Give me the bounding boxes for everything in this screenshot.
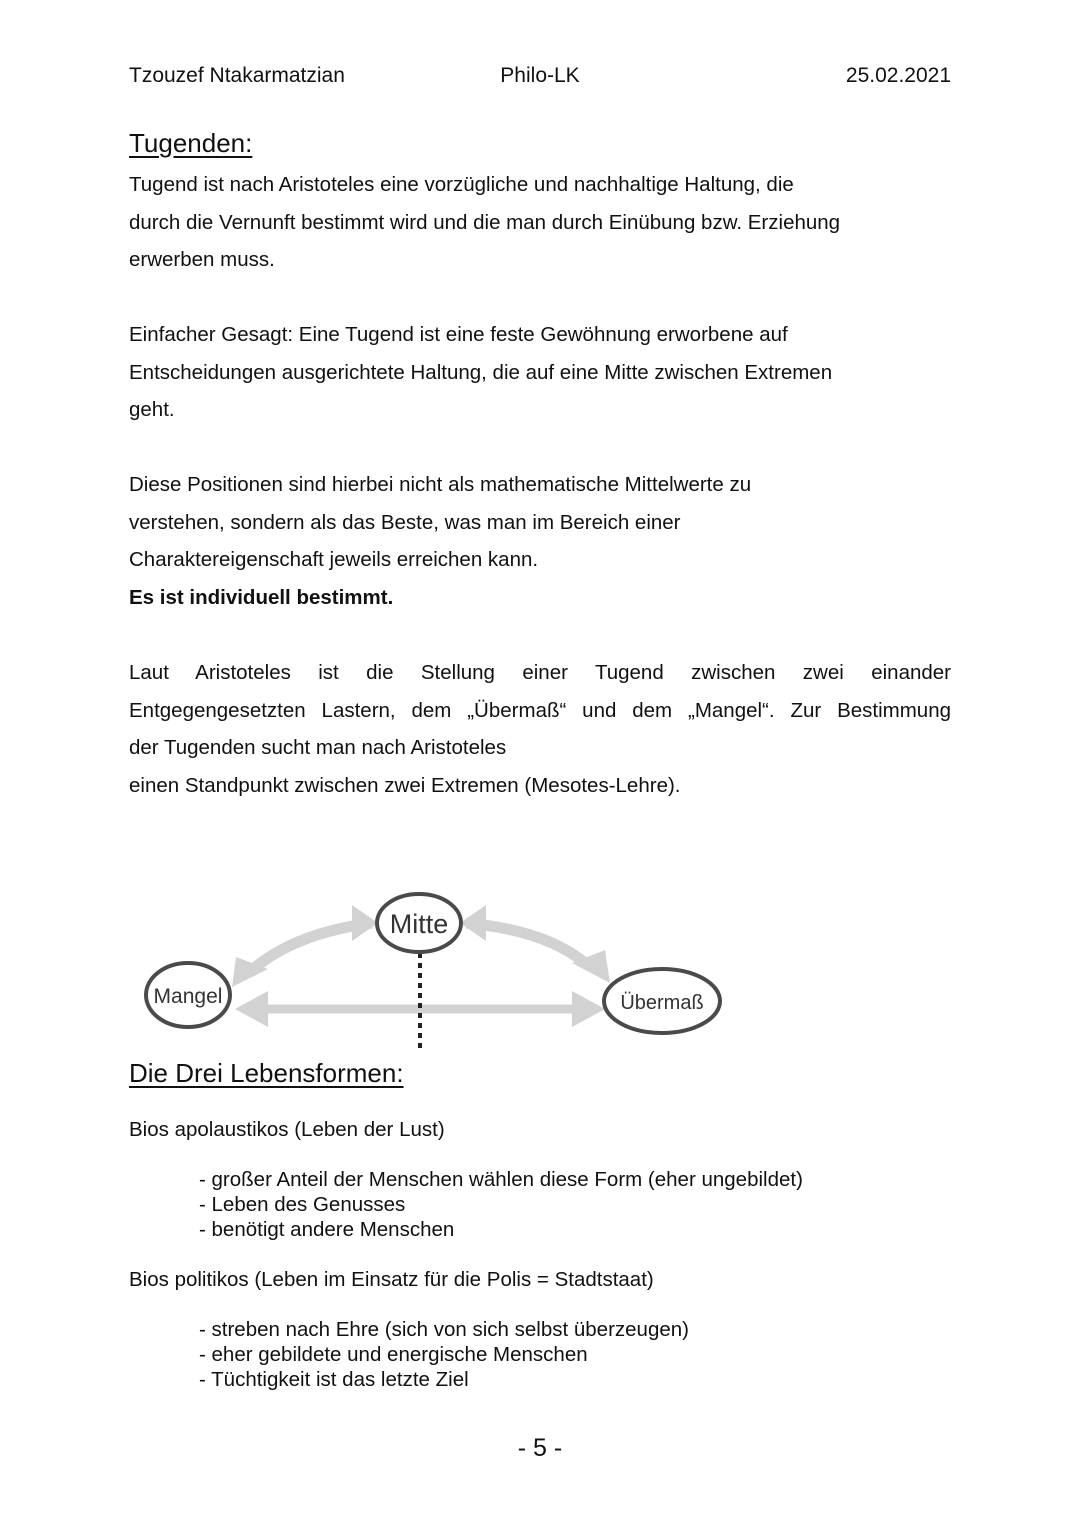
text-line: einen Standpunkt zwischen zwei Extremen (Mesotes-Lehre). (129, 773, 681, 797)
paragraph-3 (129, 466, 951, 616)
page-number: - 5 - (517, 1434, 563, 1462)
mangel-label: Mangel (153, 985, 223, 1008)
text-line: Entscheidungen ausgerichtete Haltung, die auf eine Mitte zwischen Extremen (129, 360, 833, 384)
list-item: - Tüchtigkeit ist das letzte Ziel (199, 1368, 469, 1392)
text-line: Charaktereigenschaft jeweils erreichen kann. (129, 548, 539, 571)
paragraph-1 (129, 166, 951, 279)
lebensform-list-2 (199, 1317, 689, 1393)
list-item: - Leben des Genusses (199, 1193, 406, 1217)
text-line: Tugend ist nach Aristoteles eine vorzügliche und nachhaltige Haltung, die (129, 173, 794, 196)
text-line: durch die Vernunft bestimmt wird und die man durch Einübung bzw. Erziehung (129, 210, 841, 234)
paragraph-4 (129, 654, 951, 804)
lebensform-title-1: Bios apolaustikos (Leben der Lust) (129, 1118, 445, 1141)
text-line: Entgegengesetzten Lastern, dem „Übermaß“ und dem „Mangel“. Zur Bestimmung (129, 698, 951, 722)
text-line: verstehen, sondern als das Beste, was man im Bereich einer (129, 510, 681, 534)
lebensform-list-1 (199, 1167, 803, 1243)
arrow-right-icon (572, 991, 605, 1027)
arrowhead-icon (460, 905, 486, 941)
mitte-label: Mitte (389, 909, 449, 939)
paragraph-2 (129, 316, 951, 429)
header-course: Philo-LK (500, 64, 580, 87)
mesotes-diagram (140, 885, 730, 1050)
text-line: Laut Aristoteles ist die Stellung einer Tugend zwischen zwei einander (129, 661, 951, 684)
text-line: der Tugenden sucht man nach Aristoteles (129, 736, 507, 759)
text-line: Einfacher Gesagt: Eine Tugend ist eine feste Gewöhnung erworbene auf (129, 323, 788, 346)
text-line: geht. (129, 398, 175, 421)
list-item: - streben nach Ehre (sich von sich selbst überzeugen) (199, 1318, 689, 1341)
text-line: Diese Positionen sind hierbei nicht als mathematische Mittelwerte zu (129, 473, 752, 496)
section-heading-tugenden: Tugenden: (129, 128, 253, 158)
arrowhead-icon (352, 905, 378, 941)
arrow-left-icon (235, 991, 268, 1027)
list-item: - benötigt andere Menschen (199, 1218, 455, 1242)
list-item: - eher gebildete und energische Menschen (199, 1343, 588, 1367)
section-heading-lebensformen: Die Drei Lebensformen: (129, 1058, 404, 1088)
text-line: erwerben muss. (129, 248, 275, 271)
emphasis-line: Es ist individuell bestimmt. (129, 585, 394, 609)
uebermass-label: Übermaß (620, 992, 704, 1014)
lebensform-title-2: Bios politikos (Leben im Einsatz für die Polis = Stadtstaat) (129, 1268, 654, 1291)
header-author: Tzouzef Ntakarmatzian (129, 64, 345, 87)
list-item: - großer Anteil der Menschen wählen diese Form (eher ungebildet) (199, 1168, 803, 1191)
header-date: 25.02.2021 (845, 64, 951, 87)
